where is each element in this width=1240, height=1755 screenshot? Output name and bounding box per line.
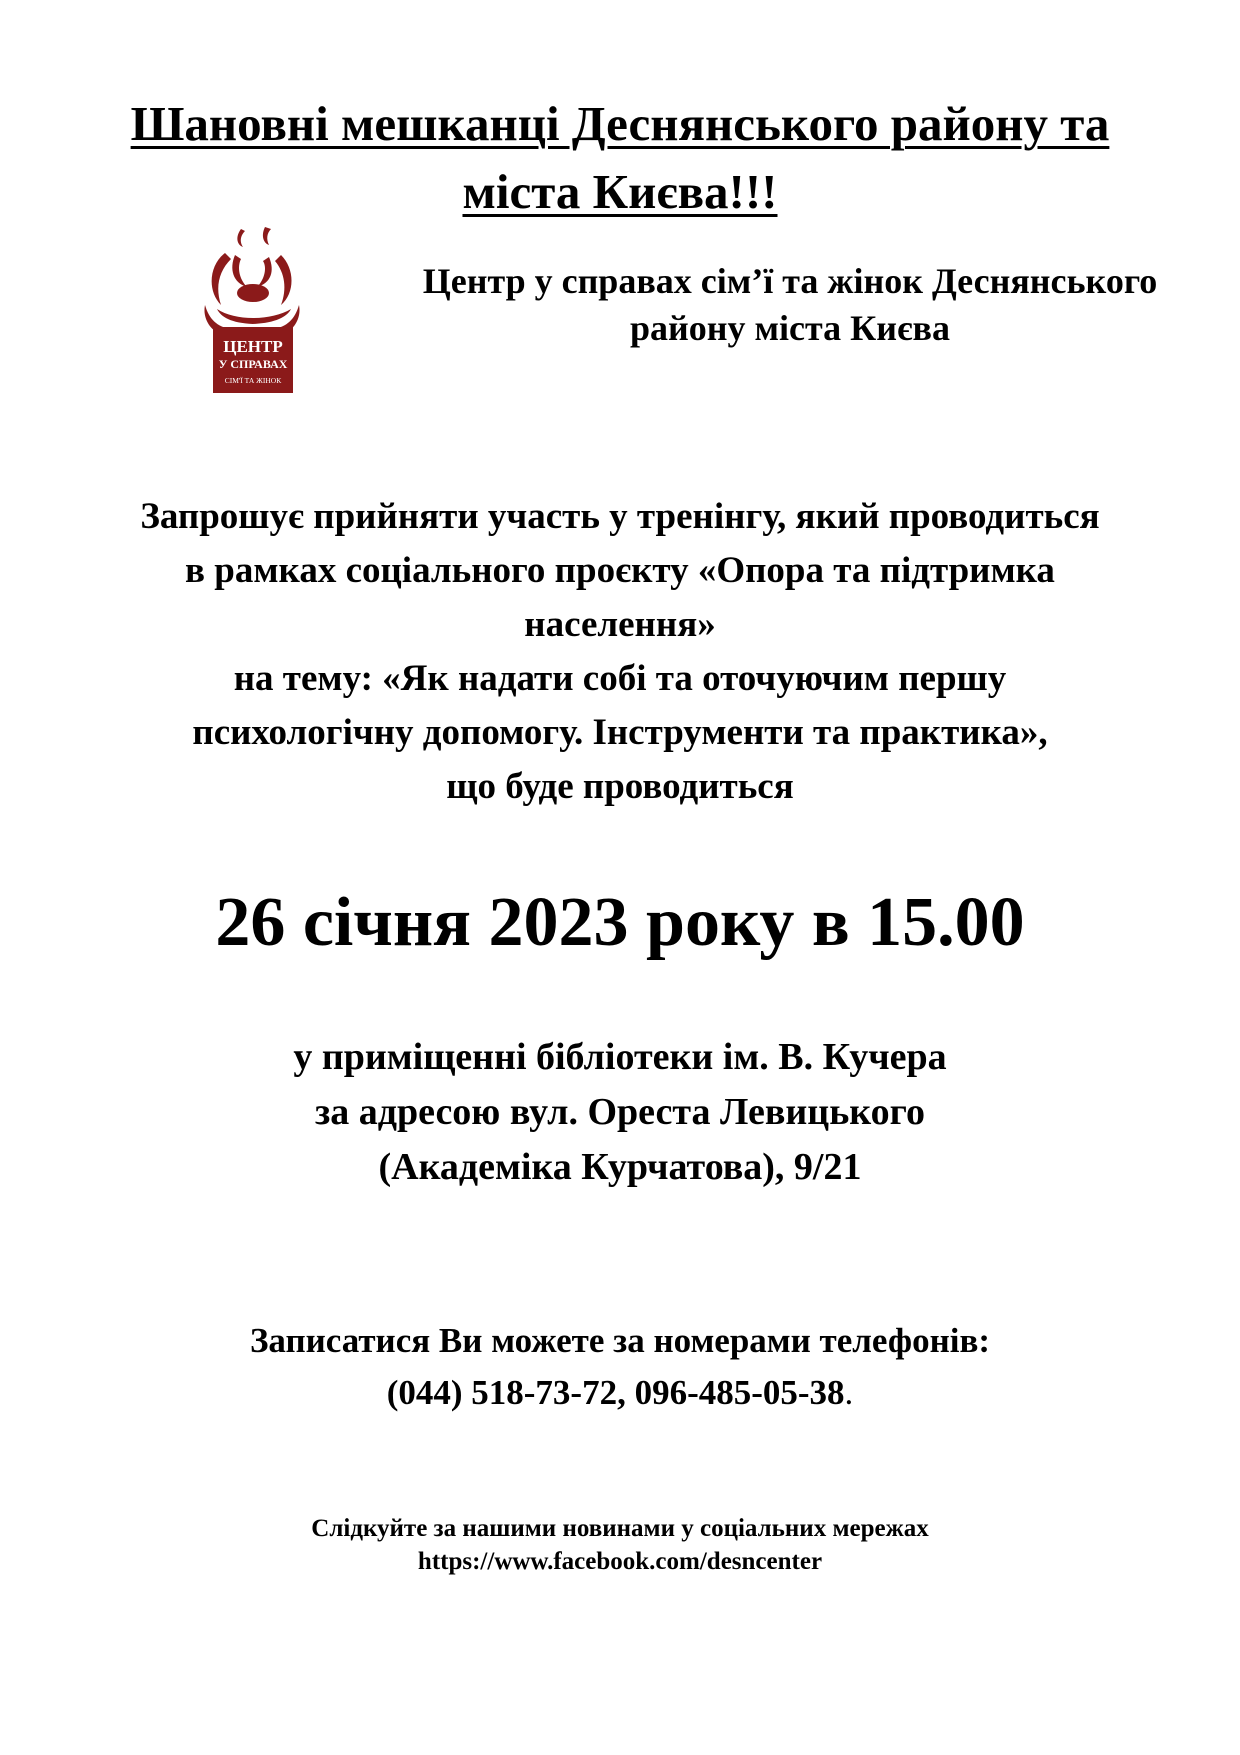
organization-line-2: району міста Києва [630, 308, 950, 348]
invitation-line-5: психологічну допомогу. Інструменти та практика», [192, 712, 1048, 753]
invitation-line-6: що буде проводиться [446, 766, 794, 807]
logo-text-line-1: ЦЕНТР [223, 337, 283, 356]
venue-line-2: за адресою вул. Ореста Левицького [314, 1091, 925, 1133]
invitation-line-4: на тему: «Як надати собі та оточуючим першу [233, 658, 1007, 699]
social-media-info [60, 1512, 1180, 1578]
family-center-logo-icon [195, 225, 310, 395]
title-line-2: міста Києва!!! [462, 164, 778, 219]
title-line-1: Шановні мешканці Деснянського району та [130, 96, 1110, 151]
logo-text-line-2: У СПРАВАХ [218, 357, 288, 371]
signup-info [60, 1315, 1180, 1419]
invitation-line-2: в рамках соціального проєкту «Опора та підтримка [185, 550, 1055, 591]
organization-line-1: Центр у справах сім’ї та жінок Деснянського [422, 261, 1158, 301]
invitation-text [60, 490, 1180, 814]
signup-period: . [844, 1373, 854, 1412]
page-title [60, 90, 1180, 226]
venue-line-3: (Академіка Курчатова), 9/21 [378, 1146, 862, 1188]
event-date: 26 січня 2023 року в 15.00 [215, 884, 1025, 961]
signup-line-1: Записатися Ви можете за номерами телефонів: [249, 1321, 991, 1360]
phone-numbers: (044) 518-73-72, 096-485-05-38 [386, 1373, 845, 1412]
invitation-line-3: населення» [524, 604, 716, 645]
facebook-link[interactable]: https://www.facebook.com/desncenter [417, 1548, 823, 1575]
venue-line-1: у приміщенні бібліотеки ім. В. Кучера [293, 1036, 947, 1078]
social-line-1: Слідкуйте за нашими новинами у соціальних мережах [311, 1515, 929, 1542]
venue-address [60, 1030, 1180, 1195]
invitation-line-1: Запрошує прийняти участь у тренінгу, який проводиться [140, 496, 1100, 537]
organization-name [360, 258, 1220, 352]
logo-text-line-3: СІМ'Ї ТА ЖІНОК [224, 376, 282, 385]
